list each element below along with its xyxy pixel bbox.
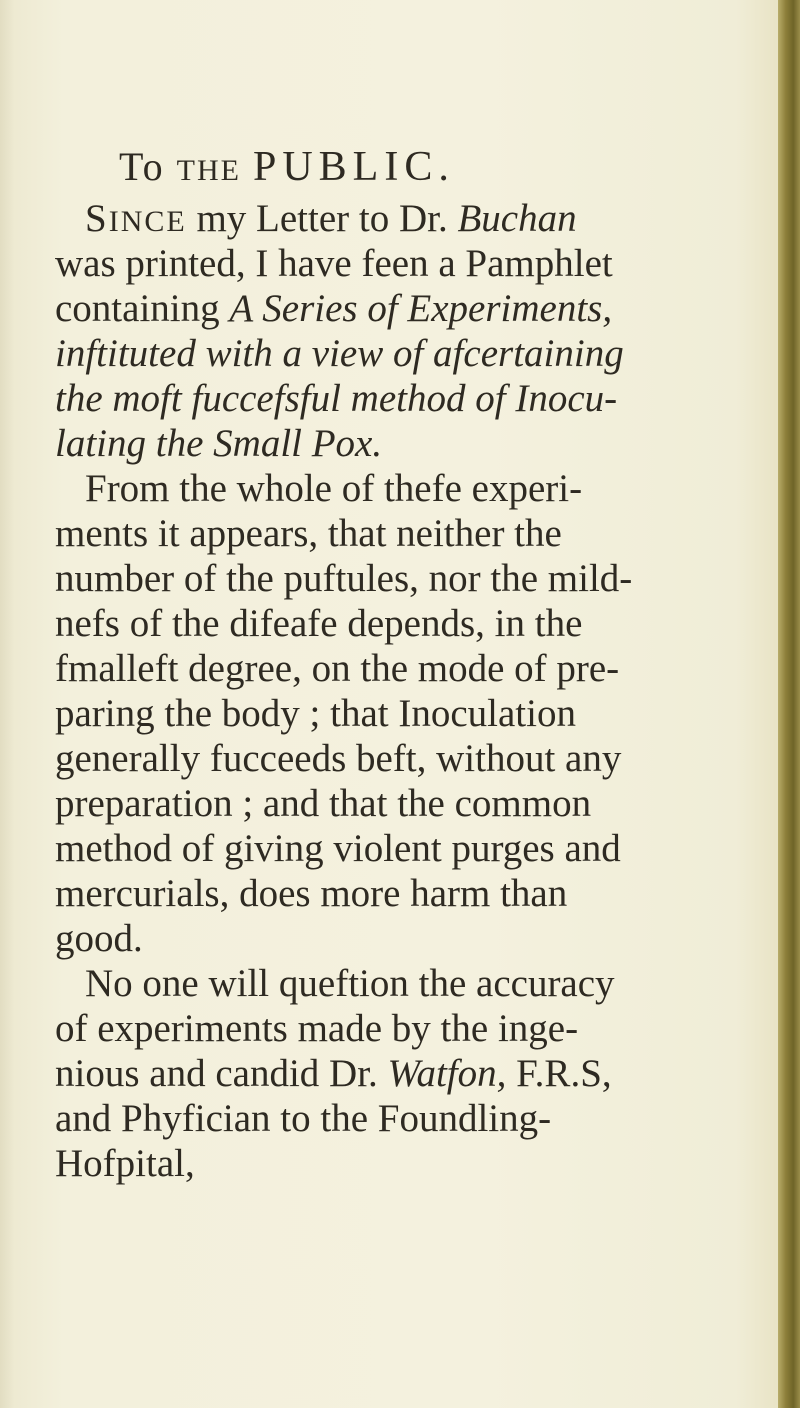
text-segment: ments it appears, that neither the bbox=[55, 512, 562, 555]
text-segment: mercurials, does more harm than bbox=[55, 872, 568, 915]
text-segment: good. bbox=[55, 917, 143, 960]
text-line bbox=[55, 421, 755, 466]
lead-word: SINCE bbox=[85, 197, 187, 240]
text-segment: Hofpital, bbox=[55, 1142, 195, 1185]
body-text bbox=[55, 196, 755, 1186]
text-segment: of experiments made by the inge- bbox=[55, 1007, 579, 1050]
text-line bbox=[55, 646, 755, 691]
text-segment: method of giving violent purges and bbox=[55, 827, 621, 870]
text-segment: number of the puftules, nor the mild- bbox=[55, 557, 633, 600]
text-line bbox=[55, 601, 755, 646]
text-line bbox=[55, 196, 755, 241]
text-segment: Buchan bbox=[457, 197, 577, 240]
text-line bbox=[55, 331, 755, 376]
text-line bbox=[55, 736, 755, 781]
text-line bbox=[55, 916, 755, 961]
heading-to: To bbox=[119, 144, 165, 189]
text-segment: F.R.S, bbox=[506, 1052, 612, 1095]
text-segment: preparation ; and that the common bbox=[55, 782, 592, 825]
text-line bbox=[55, 871, 755, 916]
text-line bbox=[55, 826, 755, 871]
text-line bbox=[55, 376, 755, 421]
text-segment: nefs of the difeafe depends, in the bbox=[55, 602, 583, 645]
text-line bbox=[55, 1051, 755, 1096]
text-segment: A Series of Experiments, bbox=[229, 287, 613, 330]
text-segment: containing bbox=[55, 287, 230, 330]
page-text bbox=[55, 120, 755, 1186]
text-segment: was printed, I have feen a Pamphlet bbox=[55, 242, 613, 285]
text-segment: paring the body ; that Inoculation bbox=[55, 692, 576, 735]
text-line bbox=[55, 781, 755, 826]
text-line bbox=[55, 286, 755, 331]
text-segment: my Letter to Dr. bbox=[186, 197, 458, 240]
heading-the: THE bbox=[176, 154, 241, 187]
text-line bbox=[55, 511, 755, 556]
text-line bbox=[55, 691, 755, 736]
text-segment: the moft fuccefsful method of Inocu- bbox=[55, 377, 618, 420]
text-segment: Watfon, bbox=[387, 1052, 507, 1095]
text-segment: inftituted with a view of afcertaining bbox=[55, 332, 624, 375]
heading-public: PUBLIC. bbox=[252, 144, 455, 190]
text-line bbox=[55, 241, 755, 286]
text-segment: generally fucceeds beft, without any bbox=[55, 737, 622, 780]
text-line bbox=[55, 1141, 755, 1186]
text-line bbox=[55, 1096, 755, 1141]
text-line bbox=[55, 556, 755, 601]
text-line bbox=[55, 1006, 755, 1051]
text-line bbox=[55, 466, 755, 511]
binding-gutter bbox=[778, 0, 800, 1408]
text-segment: From the whole of thefe experi- bbox=[85, 467, 583, 510]
text-segment: fmalleft degree, on the mode of pre- bbox=[55, 647, 620, 690]
text-segment: and Phyfician to the Foundling- bbox=[55, 1097, 552, 1140]
text-line bbox=[55, 961, 755, 1006]
text-segment: lating the Small Pox. bbox=[55, 422, 383, 465]
page-heading bbox=[119, 142, 755, 196]
page-left-shadow bbox=[0, 0, 14, 1408]
text-segment: nious and candid Dr. bbox=[55, 1052, 388, 1095]
text-segment: No one will queftion the accuracy bbox=[85, 962, 615, 1005]
